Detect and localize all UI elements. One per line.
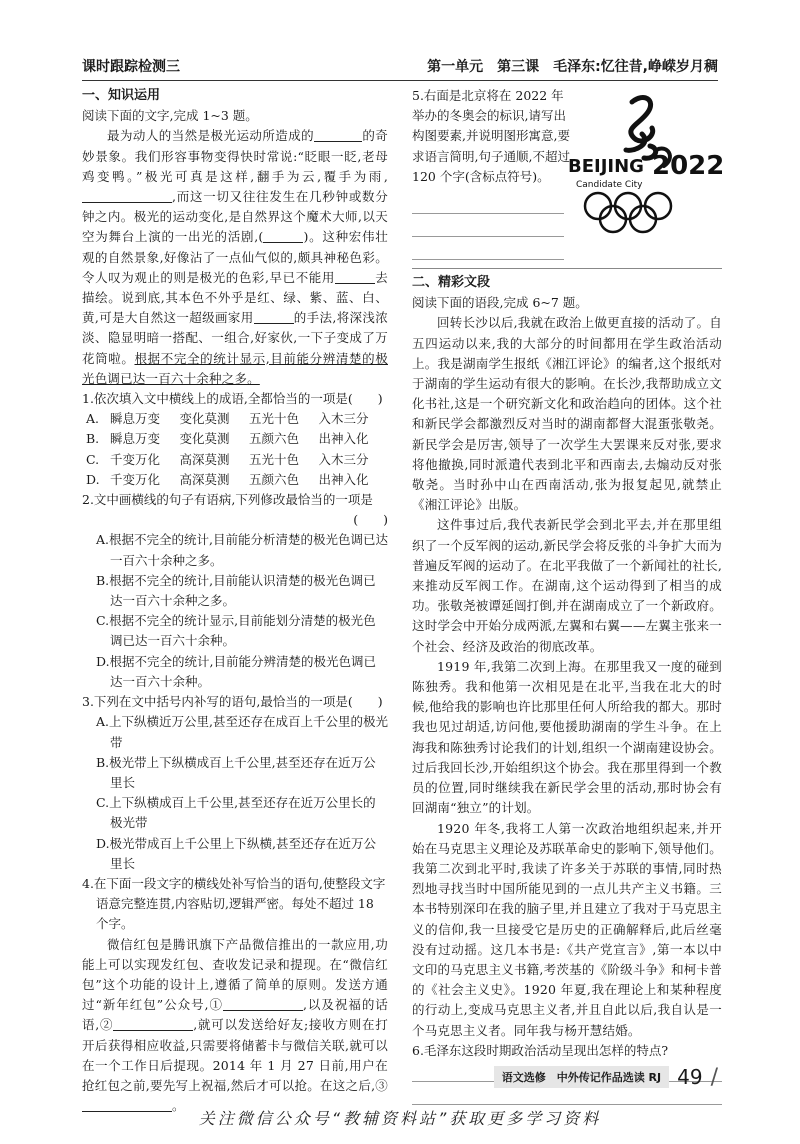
question-3-option: C.上下纵横成百上千公里,甚至还存在近万公里长的极光带 <box>96 795 376 831</box>
page-footer <box>494 1063 718 1091</box>
option-letter: B. <box>86 431 100 447</box>
answer-line[interactable] <box>412 216 564 237</box>
section1-instruction: 阅读下面的文字,完成 1~3 题。 <box>82 108 258 124</box>
divider <box>412 268 722 269</box>
section2-instruction: 阅读下面的语段,完成 6~7 题。 <box>412 295 588 311</box>
option-letter: A. <box>86 411 100 427</box>
question-4-stem: 4.在下面一段文字的横线处补写恰当的语句,使整段文字语意完整连贯,内容贴切,逻辑严密。每处不超过 18 个字。 <box>82 875 386 932</box>
question-4-passage: 微信红包是腾讯旗下产品微信推出的一款应用,功能上可以实现发红包、查收发记录和提现。在“微信红包”这个功能的设计上,遵循了简单的原则。发送方通过“新年红包”公众号,① ,以及祝福的话语,② ,就可以发送给好友;接收方则在打开后获得相应收益,只需要将储蓄卡与微信关联,就可以在一个工作日后提现。2014 年 1 月 27 日前,用户在抢红包之前,要先写上祝福,然后才可以抢。在这之后,③。 <box>82 936 388 1114</box>
question-3-stem: 3.下列在文中括号内补写的语句,最恰当的一项是( ) <box>82 694 383 710</box>
logo-text-beijing: BEIJING <box>568 156 644 177</box>
question-2-option: A.根据不完全的统计,目前能分析清楚的极光色调已达一百六十余种之多。 <box>96 532 388 568</box>
underlined-sentence: 根据不完全的统计显示,目前能分辨清楚的极光色调已达一百六十余种之多。 <box>82 350 388 386</box>
question-2-option: C.根据不完全的统计显示,目前能划分清楚的极光色调已达一百六十余种。 <box>96 613 376 649</box>
left-column <box>82 86 388 1116</box>
answer-line[interactable] <box>412 193 564 214</box>
option-letter: C. <box>86 451 100 467</box>
section2-title: 二、精彩文段 <box>412 275 491 291</box>
beijing-2022-logo <box>564 88 722 238</box>
answer-blank[interactable] <box>223 996 303 1011</box>
page-number: 49 <box>677 1065 703 1089</box>
question-3-option: B.极光带上下纵横成百上千公里,甚至还存在近万公里长 <box>96 754 376 790</box>
question-1-options: A. 瞬息万变 变化莫测 五光十色 入木三分 B. 瞬息万变 变化莫测 五颜六色 出神入化 C. 千变万化 高深莫测 五光十色 入木三分 D. 千变万化 高深莫测 五颜六色 出神入化 <box>82 409 388 490</box>
question-2-stem: 2.文中画横线的句子有语病,下列修改最恰当的一项是 ( ) <box>82 490 388 530</box>
logo-text-candidate: Candidate City <box>576 180 643 190</box>
question-5-stem: 5.右面是北京将在 2022 年举办的冬奥会的标识,请写出构图要素,并说明图形寓意,要求语言简明,句子通顺,不超过 120 个字(含标点符号)。 <box>412 88 570 184</box>
slash-icon: / <box>710 1064 718 1090</box>
question-1-stem: 1.依次填入文中横线上的成语,全都恰当的一项是( ) <box>82 391 383 407</box>
logo-text-year: 2022 <box>652 151 722 181</box>
answer-blank[interactable] <box>113 1016 193 1031</box>
section2-paragraph: 1919 年,我第二次到上海。在那里我又一度的碰到陈独秀。我和他第一次相见是在北平,当我在北大的时候,他给我的影响也许比那里任何人所给我的都大。那时我也见过胡适,访问他,要他援助湖南的学生斗争。在上海我和陈独秀讨论我们的计划,组织一个湖南建设协会。过后我回长沙,开始组织这个协会。我在那里得到一个教员的位置,同时继续我在新民学会里的活动,那时协会有回湖南“独立”的计划。 <box>412 658 722 816</box>
section1-passage: 最为动人的当然是极光运动所造成的 的奇妙景象。我们形容事物变得快时常说:“眨眼一眨,老母鸡变鸭。”极光可真是这样,翻手为云,覆手为雨,,而这一切又往往发生在几秒钟或数分钟之内。极光的运动变化,是自然界这个魔术大师,以天空为舞台上演的一出光的活剧,( )。这种宏伟壮观的自然景象,好像沾了一点仙气似的,颇具神秘色彩。令人叹为观止的则是极光的色彩,早已不能用 去描绘。说到底,其本色不外乎是红、绿、紫、蓝、白、黄,可是大自然这一超级画家用 的手法,将深浅浓淡、隐显明暗一搭配、一组合,好家伙,一下子变成了万花筒啦。根据不完全的统计显示,目前能分辨清楚的极光色调已达一百六十余种之多。 <box>82 128 389 386</box>
section1-title: 一、知识运用 <box>82 88 161 103</box>
question-2-option: B.根据不完全的统计,目前能认识清楚的极光色调已达一百六十余种之多。 <box>96 572 376 609</box>
section2-paragraph: 回转长沙以后,我就在政治上做更直接的活动了。自五四运动以来,我的大部分的时间都用在学生政治活动上。我是湖南学生报纸《湘江评论》的编者,这个报纸对于湖南的学生运动有很大的影响。在长沙,我帮助成立文化书社,这是一个研究新文化和政治趋向的团体。这个社和新民学会都激烈反对当时的湖南都督大混蛋张敬尧。新民学会是厉害,领导了一次学生大罢课来反对张,要求将他撤换,同时派遣代表到北平和西南去,去煽动反对张敬尧。当时孙中山在西南活动,张为报复起见,就禁止《湘江评论》出版。 <box>412 315 722 513</box>
olympic-emblem-icon <box>564 88 722 238</box>
section2-paragraph: 1920 年冬,我将工人第一次政治地组织起来,并开始在马克思主义理论及苏联革命史的影响下,领导他们。我第二次到北平时,我读了许多关于苏联的事情,同时热烈地寻找当时中国所能见到的一点儿共产主义书籍。三本书特别深印在我的脑子里,并且建立了我对于马克思主义的信仰,我一旦接受它是历史的正确解释后,此后丝毫没有过动摇。这几本书是:《共产党宣言》,第一本以中文印的马克思主义书籍,考茨基的《阶级斗争》和柯卡普的《社会主义史》。1920 年夏,我在理论上和某种程度的行动上,变成马克思主义者,并且自此以后,我自认是一个马克思主义者。同年我与杨开慧结婚。 <box>412 820 722 1038</box>
section2-paragraph: 这件事过后,我代表新民学会到北平去,并在那里组织了一个反军阀的运动,新民学会将反张的斗争扩大而为普遍反军阀的运动了。在北平我做了一个新闻社的社长,来推动反军阀工作。在湖南,这个运动得到了相当的成功。张敬尧被谭延闿打倒,并在湖南成立了一个新政府。这时学会中开始分成两派,左翼和右翼——左翼主张来一个社会、经济及政治的彻底改革。 <box>412 517 722 654</box>
olympic-rings-icon <box>585 193 671 232</box>
question-6-stem: 6.毛泽东这段时期政治活动呈现出怎样的特点? <box>412 1042 669 1058</box>
header-left-title: 课时跟踪检测三 <box>82 59 180 75</box>
watermark: 关注微信公众号“教辅资料站”获取更多学习资料 <box>198 1109 602 1128</box>
answer-line[interactable] <box>412 239 564 260</box>
page-header <box>82 52 718 81</box>
question-3-option: A.上下纵横近万公里,甚至还存在成百上千公里的极光带 <box>96 714 388 750</box>
question-2-option: D.根据不完全的统计,目前能分辨清楚的极光色调已达一百六十余种。 <box>96 653 377 689</box>
option-letter: D. <box>86 471 100 487</box>
book-label: 语文选修 中外传记作品选读 RJ <box>494 1066 669 1088</box>
right-column <box>412 86 722 1107</box>
header-right-title: 第一单元 第三课 毛泽东:忆往昔,峥嵘岁月稠 <box>427 59 718 75</box>
answer-bracket: ( ) <box>353 512 388 528</box>
question-3-option: D.极光带成百上千公里上下纵横,甚至还存在近万公里长 <box>96 835 377 871</box>
